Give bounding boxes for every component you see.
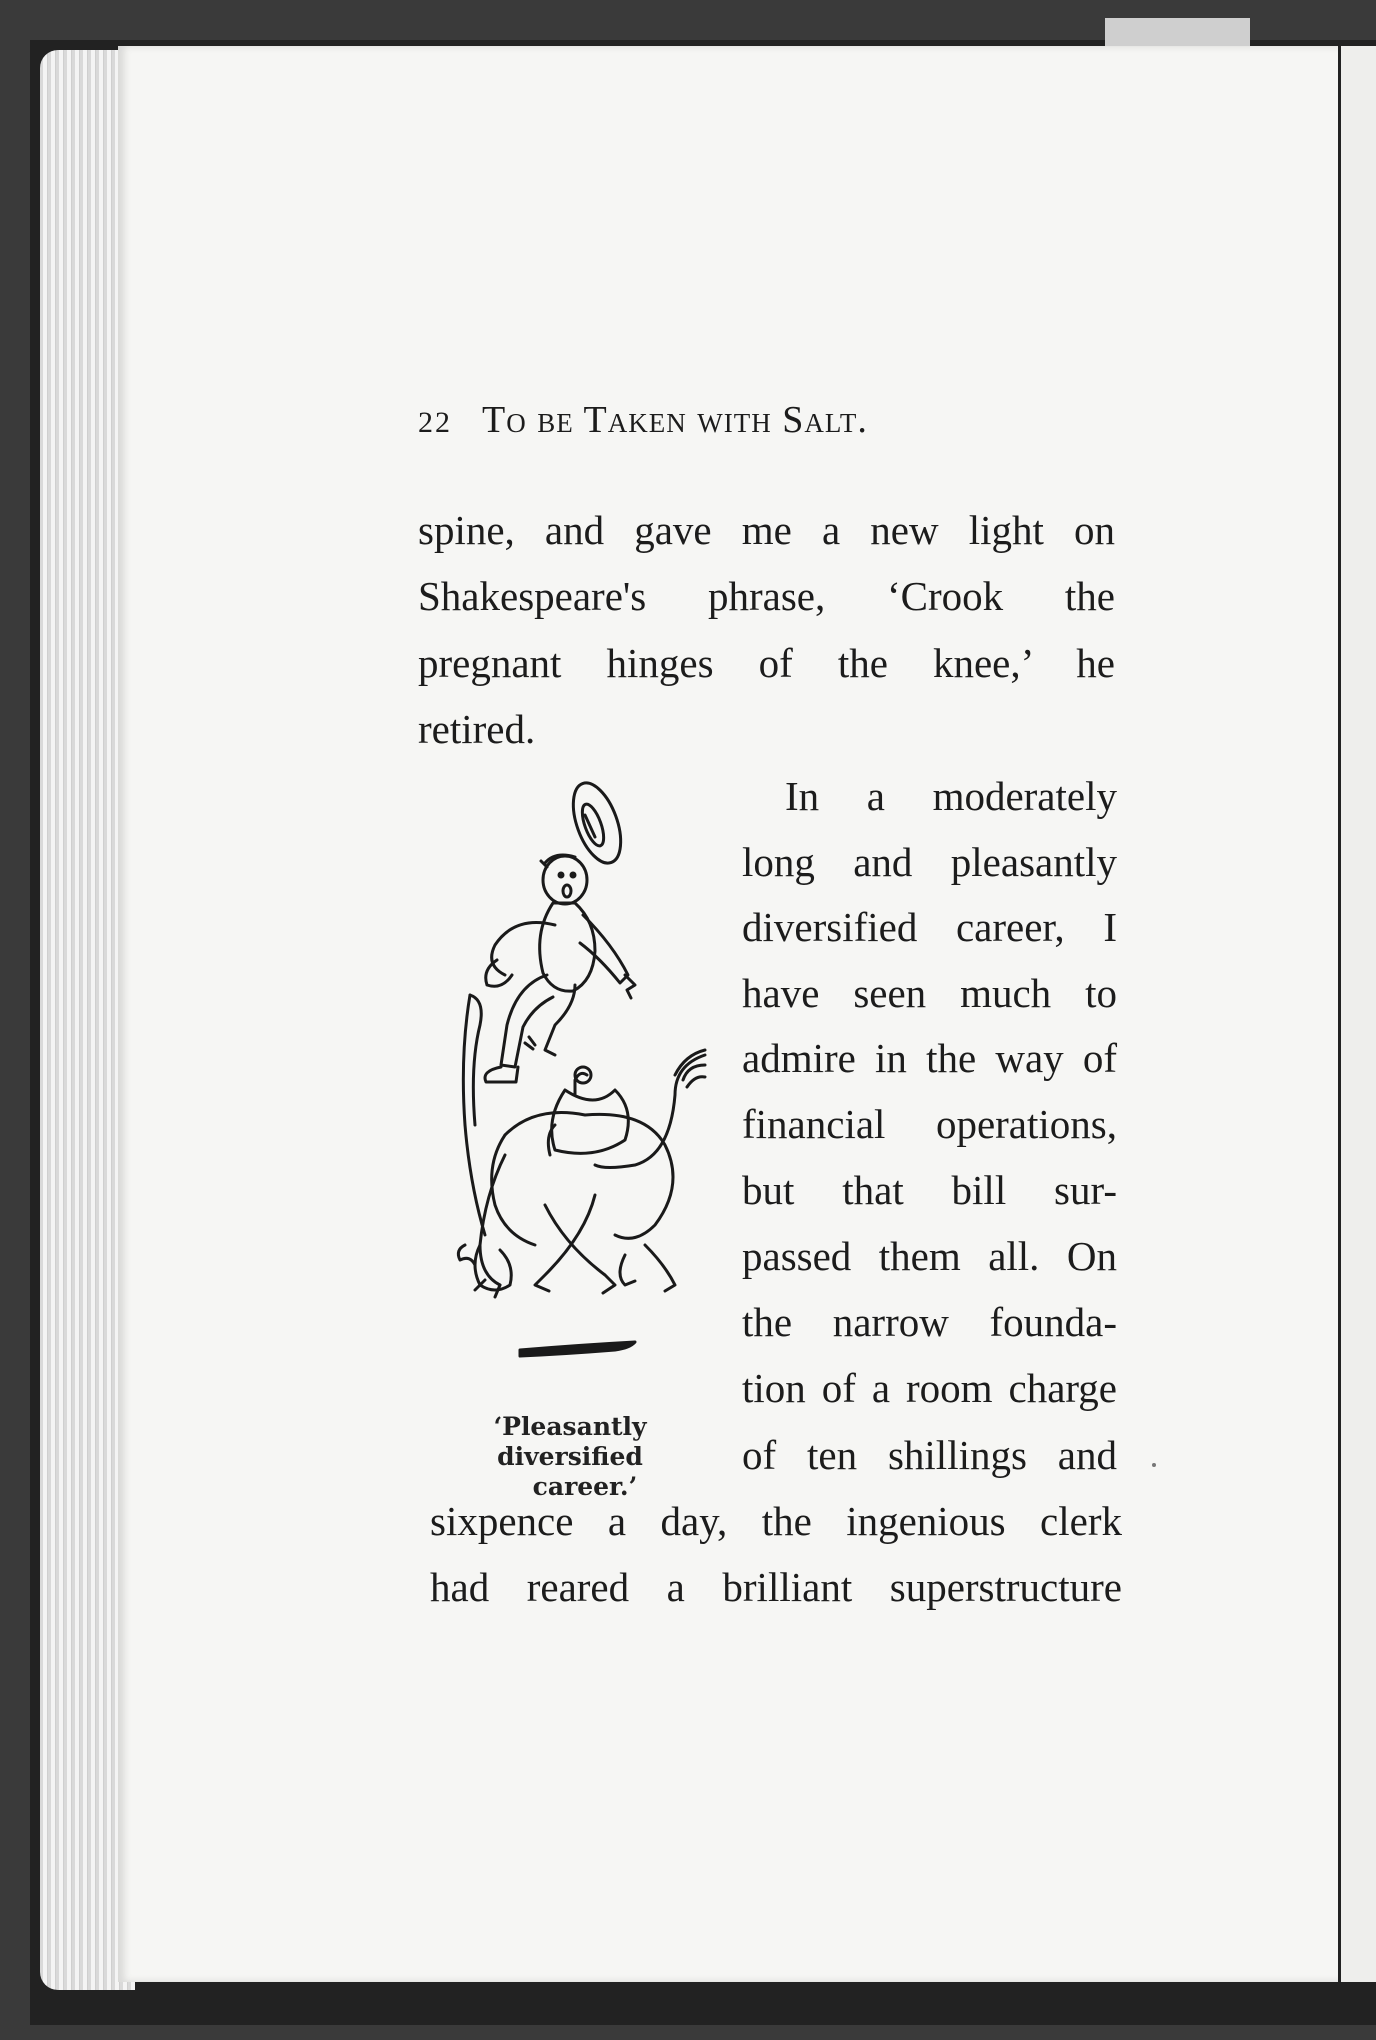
text-line: but that bill sur- [742,1167,1117,1213]
caption-line: career.’ [532,1472,638,1501]
page-number: 22 [418,406,452,439]
book-title: To be Taken with Salt. [482,399,868,441]
illustration-caption [425,1412,715,1502]
text-line: admire in the way of [742,1035,1117,1081]
man-thrown-from-horse-illustration [425,775,735,1400]
text-line: the narrow founda- [742,1299,1117,1345]
text-line: Shakespeare's phrase, ‘Crook the [418,573,1115,619]
text-line: spine, and gave me a new light on [418,507,1115,553]
text-line: had reared a brilliant superstructure [430,1564,1122,1610]
speck [1152,1463,1156,1467]
text-line: of ten shillings and [742,1432,1117,1478]
text-line: long and pleasantly [742,839,1117,885]
text-line: retired. [418,706,536,752]
text-line: have seen much to [742,970,1117,1016]
facing-page-edge [1338,46,1376,1982]
text-line: financial operations, [742,1101,1117,1147]
text-line: pregnant hinges of the knee,’ he [418,640,1115,686]
running-head [418,398,1118,448]
caption-line: ‘Pleasantly diversified [493,1412,647,1471]
text-line: sixpence a day, the ingenious clerk [430,1498,1122,1544]
text-line: In a moderately [785,773,1117,819]
text-line: diversified career, I [742,904,1117,950]
text-line: tion of a room charge [742,1365,1117,1411]
text-line: passed them all. On [742,1233,1117,1279]
